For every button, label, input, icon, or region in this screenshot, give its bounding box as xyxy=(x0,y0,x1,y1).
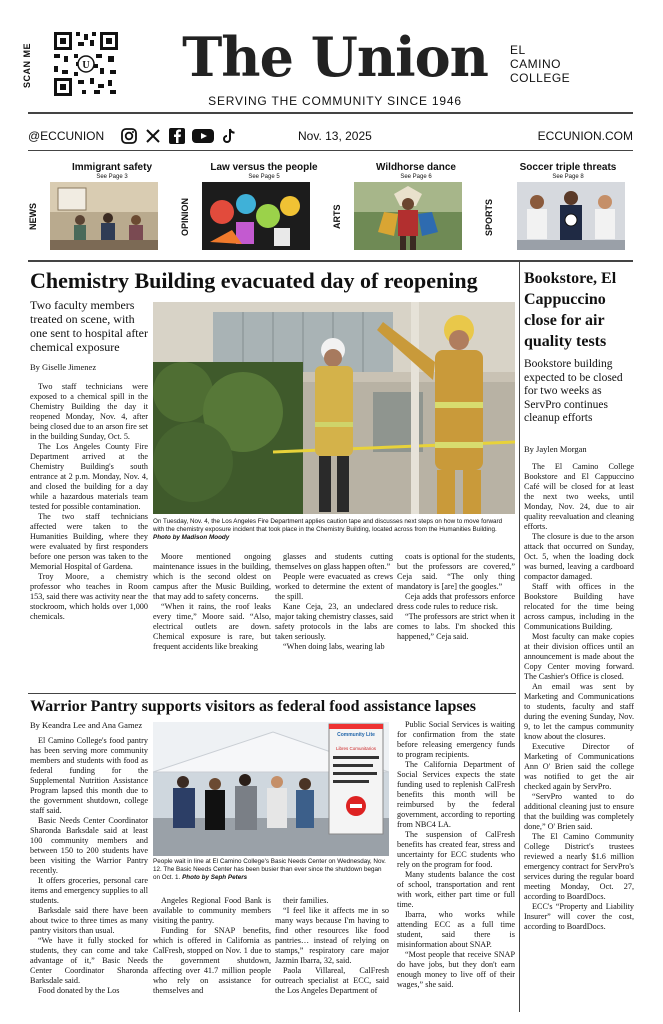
teaser-rule xyxy=(28,260,633,262)
infobar-rule xyxy=(28,150,633,151)
college-line: CAMINO xyxy=(510,57,561,71)
pantry-column-2 xyxy=(153,896,271,1016)
pantry-photo xyxy=(153,722,389,856)
scan-me-label: SCAN ME xyxy=(22,42,32,88)
instagram-icon[interactable] xyxy=(120,127,138,145)
teaser-strip xyxy=(28,158,633,258)
youtube-icon[interactable] xyxy=(192,127,214,145)
info-bar xyxy=(28,124,633,148)
pantry-byline: By Keandra Lee and Ana Gamez xyxy=(30,720,143,730)
paragraph: Most faculty can make copies at their division offices until an announcement is made about the Copy Center moving forward. The Cashier's Office is closed. xyxy=(524,632,634,681)
sign-subtitle: Libres Comunitarios xyxy=(335,746,377,751)
facebook-icon[interactable] xyxy=(168,127,186,145)
pantry-column-1 xyxy=(30,736,148,1016)
paragraph: Basic Needs Center Coordinator Sharonda Barksdale said at least 100 community members and between 150 to 200 students have been visiting the Warrior Pantry recently. xyxy=(30,816,148,875)
paragraph: their families. xyxy=(283,896,329,905)
teaser-headline: Wildhorse dance xyxy=(376,162,456,173)
lead-column-1 xyxy=(30,382,148,692)
teaser-sports[interactable] xyxy=(484,158,634,258)
paragraph: Public Social Services is waiting for confirmation from the state before releasing emergency funds to program recipients. xyxy=(397,720,515,759)
pantry-column-3 xyxy=(275,896,389,1016)
paragraph: Kane Ceja, 23, an undeclared major taking chemistry classes, said safety protocols in the labs are taken seriously. xyxy=(275,602,393,641)
paragraph: Ceja adds that professors enforce dress code rules to reduce risk. xyxy=(397,592,515,611)
paragraph: “When it rains, the roof leaks every time,” Moore said. “Also, electrical outlets are down. Chemical exposure is rare, but frequent accidents like breaking xyxy=(153,602,271,651)
sidebar-deck: Bookstore building expected to be closed for two weeks as ServPro continues cleanup efforts xyxy=(524,358,623,424)
teaser-headline: Law versus the people xyxy=(210,162,318,173)
paragraph: Executive Director of Marketing of Communications Ann O' Brien said the college was notified to get the air checked again by ServPro. xyxy=(524,742,634,791)
paragraph: The El Camino Community College District's trustees reviewed a nearly $1.6 million emergency contract for ServPro's services during the regular board meeting Monday, Oct. 27, according to BoardDocs. xyxy=(524,832,634,901)
svg-text:U: U xyxy=(82,60,90,71)
photo-credit: Photo by Seph Peters xyxy=(182,874,248,881)
tagline: SERVING THE COMMUNITY SINCE 1946 xyxy=(208,94,462,108)
photo-credit: Photo by Madison Moody xyxy=(153,534,230,541)
paragraph: Troy Moore, a chemistry professor who teaches in Room 153, said there was activity near the stockroom, which holds over 1,000 chemicals. xyxy=(30,572,148,621)
paragraph: “ServPro wanted to do additional cleaning just to ensure that the building was completely done,” O' Brien said. xyxy=(524,792,634,831)
teaser-news[interactable] xyxy=(28,158,178,258)
paragraph: The El Camino College Bookstore and El Cappuccino Café will be closed for at least the next two weeks, until Monday, Nov. 24, due to air quality reevaluation and cleaning efforts. xyxy=(524,462,634,531)
paragraph: Ibarra, who works while attending ECC as a full time student, said there is misinformation about SNAP. xyxy=(397,910,515,949)
caption-text: People wait in line at El Camino College's Basic Needs Center on Wednesday, Nov. 12. The Basic Needs Center has been busier than ever since the shutdown began on Oct. 1. xyxy=(153,858,386,881)
paragraph: “I feel like it affects me in so many ways because I'm having to find other resources like food pantries… instead of relying on stamps,” respiratory care major Jazmin Ibarra, 32, said. xyxy=(275,906,389,965)
website-link[interactable]: ECCUNION.COM xyxy=(537,129,633,143)
pantry-headline[interactable]: Warrior Pantry supports visitors as federal food assistance lapses xyxy=(30,698,476,715)
lead-deck: Two faculty members treated on scene, with one sent to hospital after chemical exposure xyxy=(30,298,148,354)
lead-photo-caption xyxy=(153,518,515,542)
paragraph: The Los Angeles County Fire Department arrived at the Chemistry Building's south entrance at 2 p.m. Monday, Nov. 4, and closed the building for a day while a hazardous materials team tested for possible contamination. xyxy=(30,442,148,511)
college-name xyxy=(510,43,590,85)
paragraph: El Camino College's food pantry has been serving more community members and students with food as federal funding for the Supplemental Nutrition Assistance Program lapsed this month due to the government shutdown, college staff said. xyxy=(30,736,148,815)
paragraph: The closure is due to the arson attack that occurred on Sunday, Oct. 5, when the loading dock was burned, leaving a cardboard compactor damaged. xyxy=(524,532,634,581)
paragraph: Paola Villareal, CalFresh outreach specialist at ECC, said the Los Angeles Department of xyxy=(275,966,389,995)
paragraph: People were evacuated as crews worked to determine the extent of the spill. xyxy=(275,572,393,601)
caption-text: On Tuesday, Nov. 4, the Los Angeles Fire Department applies caution tape and discusses next steps on how to move forward with the chemistry exposure incident that took place in the Chemistry Building, located across from the Humanities Building. xyxy=(153,518,503,533)
paragraph: Two staff technicians were exposed to a chemical spill in the Chemistry Building the day it reopened Monday, Nov. 4, after being closed due to an arson fire set in the building Sunday, Oct. 5. xyxy=(30,382,148,441)
sidebar-headline[interactable]: Bookstore, El Cappuccino close for air quality tests xyxy=(524,270,617,350)
teaser-page: See Page 3 xyxy=(96,174,128,180)
paragraph: ECC's “Property and Liability Insurer” will cover the cost, according to BoardDocs. xyxy=(524,902,634,931)
lead-byline: By Giselle Jimenez xyxy=(30,362,97,372)
sign-title: Community Lite xyxy=(337,732,375,738)
teaser-photo xyxy=(50,182,158,250)
paragraph: Funding for SNAP benefits, which is offered in California as CalFresh, stopped on Nov. 1 due to the government shutdown, affecting over 41.7 million people who rely on assistance for themselves and xyxy=(153,926,271,995)
teaser-photo xyxy=(354,182,462,250)
section-label: NEWS xyxy=(28,203,38,231)
teaser-arts[interactable] xyxy=(332,158,482,258)
paragraph: “We have it fully stocked for students, they can come and take advantage of it,” Basic Needs Center Coordinator Sharonda Barksdale said. xyxy=(30,936,148,985)
paragraph: Staff with offices in the Bookstore Building have relocated for the time being across campus, including in the Communications Building. xyxy=(524,582,634,631)
teaser-photo xyxy=(508,182,634,250)
sign xyxy=(329,724,383,834)
paragraph: Barksdale said there have been about twice to three times as many pantry visitors than usual. xyxy=(30,906,148,935)
lead-headline[interactable]: Chemistry Building evacuated day of reopening xyxy=(30,268,478,293)
paragraph: The California Department of Social Services expects the state funding used to replenish CalFresh benefits this month will be reimbursed by the federal government, according to reporting from NBC4 LA. xyxy=(397,760,515,829)
teaser-illustration xyxy=(202,182,310,250)
paragraph: Angeles Regional Food Bank is available to community members visiting the pantry. xyxy=(153,896,271,925)
social-handle[interactable]: @ECCUNION xyxy=(28,129,105,143)
masthead-rule xyxy=(28,112,633,114)
lead-column-2 xyxy=(153,552,271,690)
paragraph: “When doing labs, wearing lab xyxy=(283,642,385,651)
lead-photo xyxy=(153,302,515,514)
sidebar-body xyxy=(524,462,634,1016)
masthead xyxy=(0,0,663,120)
paragraph: coats is optional for the students, but the professors are covered,” Ceja said. “The only thing mandatory is [are] the googles.” xyxy=(397,552,515,591)
pantry-photo-caption xyxy=(153,858,389,882)
sidebar-byline: By Jaylen Morgan xyxy=(524,444,587,454)
paragraph: Food donated by the Los xyxy=(38,986,120,995)
teaser-page: See Page 5 xyxy=(248,174,280,180)
college-line: COLLEGE xyxy=(510,71,571,85)
qr-code-icon[interactable] xyxy=(52,30,120,98)
issue-date: Nov. 13, 2025 xyxy=(298,129,372,143)
paragraph: glasses and students cutting themselves on glass happen often.” xyxy=(275,552,393,571)
column-divider xyxy=(519,262,520,1012)
tiktok-icon[interactable] xyxy=(220,127,238,145)
teaser-page: See Page 8 xyxy=(552,174,584,180)
paragraph: The suspension of CalFresh benefits has created fear, stress and uncertainty for ECC students who rely on the program for food. xyxy=(397,830,515,869)
teaser-headline: Soccer triple threats xyxy=(519,162,617,173)
section-label: SPORTS xyxy=(484,198,494,236)
paragraph: “The professors are strict when it comes to labs. I'm shocked this happened,” Ceja said. xyxy=(397,612,515,641)
paragraph: Moore mentioned ongoing maintenance issues in the building, which is the second oldest on campus after the Music Building, that may add to safety concerns. xyxy=(153,552,271,601)
x-icon[interactable] xyxy=(144,127,162,145)
paragraph: An email was sent by Marketing and Communications to students, faculty and staff during the evening Sunday, Nov. 9, to let the campus community know about the closures. xyxy=(524,682,634,741)
section-rule xyxy=(28,693,516,694)
section-label: OPINION xyxy=(180,198,190,237)
lead-column-3 xyxy=(275,552,393,690)
teaser-headline: Immigrant safety xyxy=(71,162,153,173)
paragraph: It offers groceries, personal care items and emergency supplies to all students. xyxy=(30,876,148,905)
lead-column-4 xyxy=(397,552,515,690)
college-line: EL xyxy=(510,43,526,57)
teaser-opinion[interactable] xyxy=(180,158,330,258)
paragraph: “Most people that receive SNAP do have jobs, but they don't earn enough money to live off of their wages,” she said. xyxy=(397,950,515,989)
pantry-column-4 xyxy=(397,720,515,1016)
teaser-page: See Page 6 xyxy=(400,174,432,180)
paragraph: Many students balance the cost of school, transportation and rent with work, either part time or full time. xyxy=(397,870,515,909)
section-label: ARTS xyxy=(332,204,342,230)
paragraph: The two staff technicians affected were taken to the Humanities Building, where they were evaluated by first responders before one person was taken to the Memorial Hospital of Gardena. xyxy=(30,512,148,571)
social-icons xyxy=(120,127,238,145)
masthead-title: The Union xyxy=(182,25,488,89)
